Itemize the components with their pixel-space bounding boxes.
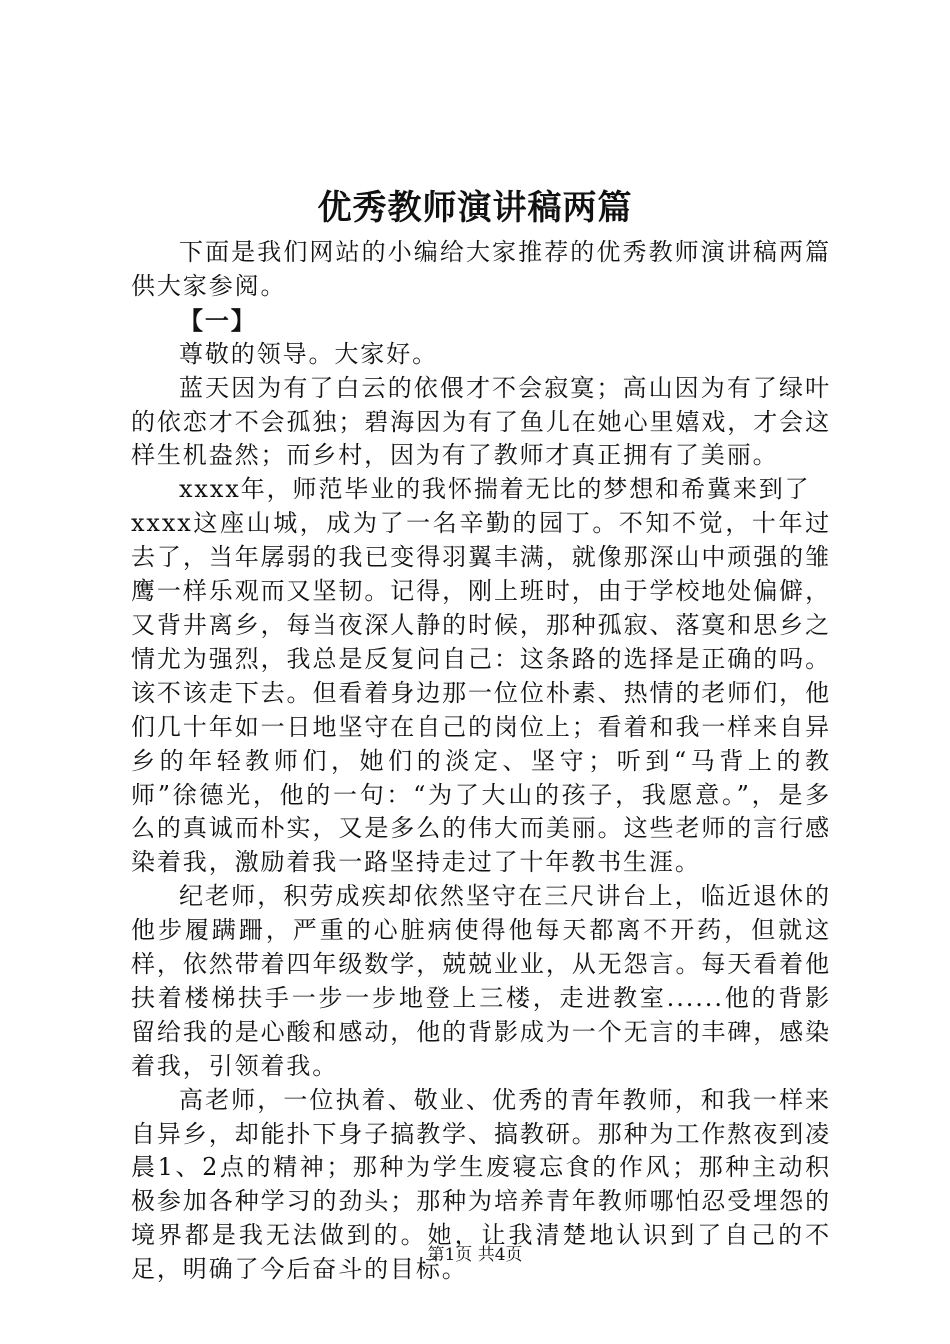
body-paragraph: 高老师，一位执着、敬业、优秀的青年教师，和我一样来自异乡，却能扑下身子搞教学、搞教研。那种为工作熬夜到凌晨1、2点的精神；那种为学生废寝忘食的作风；那种主动积极参加各种学习的劲头；那种为培养青年教师哪怕忍受埋怨的境界都是我无法做到的。她，让我清楚地认识到了自己的不足，明确了今后奋斗的目标。 [131,1085,831,1284]
greeting-paragraph: 尊敬的领导。大家好。 [179,339,438,368]
document-body [131,236,831,1287]
section-heading-1: 【一】 [179,305,257,335]
body-paragraph: xxxx年，师范毕业的我怀揣着无比的梦想和希冀来到了 xxxx这座山城，成为了一名辛勤的园丁。不知不觉，十年过去了，当年孱弱的我已变得羽翼丰满，就像那深山中顽强的雏鹰一样乐观而又坚韧。记得，刚上班时，由于学校地处偏僻，又背井离乡，每当夜深人静的时候，那种孤寂、落寞和思乡之情尤为强烈，我总是反复问自己：这条路的选择是正确的吗。该不该走下去。但看着身边那一位位朴素、热情的老师们，他们几十年如一日地坚守在自己的岗位上；看着和我一样来自异乡的年轻教师们，她们的淡定、坚守；听到“马背上的教师”徐德光，他的一句：“为了大山的孩子，我愿意。”，是多么的真诚而朴实，又是多么的伟大而美丽。这些老师的言行感染着我，激励着我一路坚持走过了十年教书生涯。 [131,475,831,877]
body-paragraph: 蓝天因为有了白云的依偎才不会寂寞；高山因为有了绿叶的依恋才不会孤独；碧海因为有了鱼儿在她心里嬉戏，才会这样生机盎然；而乡村，因为有了教师才真正拥有了美丽。 [131,373,831,470]
body-paragraph: 纪老师，积劳成疾却依然坚守在三尺讲台上，临近退休的他步履蹒跚，严重的心脏病使得他每天都离不开药，但就这样，依然带着四年级数学，兢兢业业，从无怨言。每天看着他扶着楼梯扶手一步一步地登上三楼，走进教室......他的背影留给我的是心酸和感动，他的背影成为一个无言的丰碑，感染着我，引领着我。 [131,882,831,1080]
intro-paragraph: 下面是我们网站的小编给大家推荐的优秀教师演讲稿两篇供大家参阅。 [131,238,831,300]
page-number-footer: 第1页 共4页 [427,1245,523,1265]
document-title: 优秀教师演讲稿两篇 [317,188,633,228]
